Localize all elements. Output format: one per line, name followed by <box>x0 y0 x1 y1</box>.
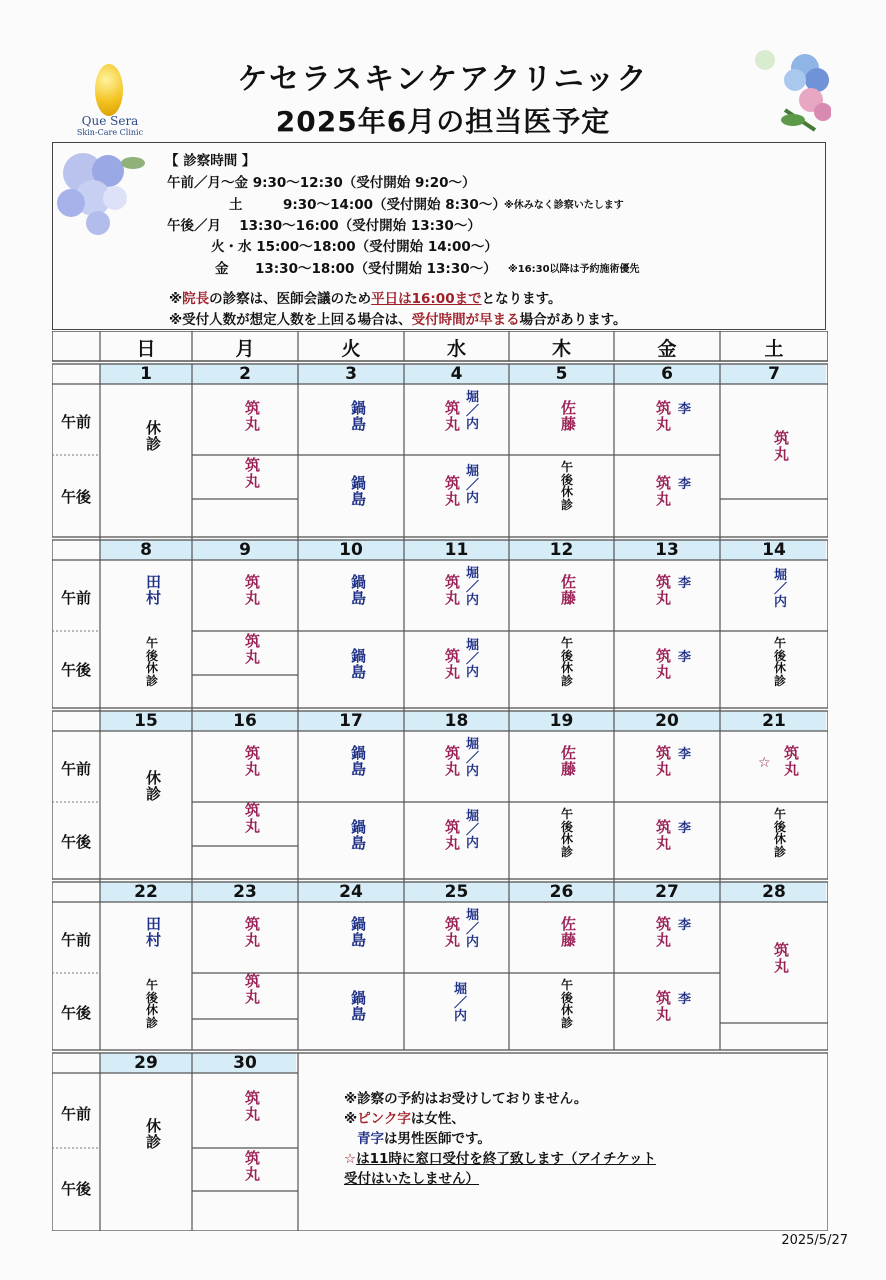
row-label-pm: 午後 <box>60 1004 91 1022</box>
date-cell: 20 <box>655 711 679 731</box>
doctor-name: 筑 丸 <box>245 456 261 490</box>
date-cell: 10 <box>339 540 363 560</box>
note-line-5: 受付はいたしません） <box>344 1171 479 1187</box>
row-label-am: 午前 <box>60 760 91 778</box>
doctor-name: 筑 丸 <box>445 744 461 778</box>
hours-am-weekday: 午前／月～金 9:30～12:30（受付開始 9:20～） <box>167 175 476 191</box>
doctor-name: 筑 丸 <box>656 744 672 778</box>
doctor-name: 筑 丸 <box>774 941 790 975</box>
doctor-name: 佐 藤 <box>561 915 577 949</box>
notice-line-2 <box>169 308 627 328</box>
note-highlight: ピンク字 <box>357 1111 411 1127</box>
doctor-name: 筑 丸 <box>656 573 672 607</box>
date-cell: 8 <box>140 540 152 560</box>
row-label-pm: 午後 <box>60 661 91 679</box>
note-line-3 <box>357 1127 491 1147</box>
hours-pm-fri-note: ※16:30以降は予約施術優先 <box>508 264 640 275</box>
date-cell: 6 <box>661 364 673 384</box>
weekday-fri: 金 <box>657 338 677 360</box>
issue-date: 2025/5/27 <box>781 1233 848 1248</box>
date-cell: 3 <box>345 364 357 384</box>
doctor-name: 李 <box>678 650 692 665</box>
date-cell: 4 <box>450 364 463 384</box>
row-label-pm: 午後 <box>60 1180 91 1198</box>
hydrangea-icon <box>53 143 151 243</box>
date-cell: 21 <box>762 711 786 731</box>
row-label-am: 午前 <box>60 589 91 607</box>
closed-cell: 午 後 休 診 <box>561 978 574 1030</box>
note-line-4 <box>344 1147 656 1167</box>
row-label-am: 午前 <box>60 1105 91 1123</box>
note-text: は男性医師です。 <box>384 1131 491 1147</box>
star-icon: ☆ <box>758 755 771 771</box>
note-text: は11時に窓口受付を終了致します（アイチケット <box>356 1151 656 1167</box>
date-cell: 18 <box>444 711 469 731</box>
date-cell: 12 <box>549 540 574 560</box>
note-text: は女性、 <box>410 1111 465 1127</box>
weekday-sun: 日 <box>136 338 156 360</box>
doctor-name: 鍋 島 <box>351 744 367 778</box>
notice-text: ※ <box>169 291 183 307</box>
doctor-name: 筑 丸 <box>445 818 461 852</box>
closed-cell: 休 診 <box>146 419 162 453</box>
date-cell: 26 <box>549 882 574 902</box>
hours-heading: 【 診察時間 】 <box>165 153 256 169</box>
date-cell: 16 <box>233 711 257 731</box>
hours-pm-tue-wed: 火・水 15:00～18:00（受付開始 14:00～） <box>211 239 498 255</box>
doctor-name: 鍋 島 <box>351 915 367 949</box>
date-cell: 5 <box>555 364 568 384</box>
date-cell: 7 <box>768 364 780 384</box>
doctor-name: 李 <box>678 477 692 492</box>
doctor-name: 鍋 島 <box>351 818 367 852</box>
date-cell: 2 <box>239 364 251 384</box>
date-cell: 27 <box>655 882 679 902</box>
date-cell: 24 <box>339 882 363 902</box>
doctor-name: 堀 ／ 内 <box>774 568 788 611</box>
hydrangea-icon <box>745 50 831 134</box>
notice-text: の診察は、医師会議のため <box>209 291 372 307</box>
doctor-name: 筑 丸 <box>656 915 672 949</box>
notice-text: ※受付人数が想定人数を上回る場合は、 <box>169 312 412 328</box>
doctor-name: 堀 ／ 内 <box>466 809 480 852</box>
row-label-am: 午前 <box>60 931 91 949</box>
closed-cell: 休 診 <box>146 769 162 803</box>
doctor-name: 筑 丸 <box>445 573 461 607</box>
notice-text: となります。 <box>481 291 562 307</box>
doctor-name: 田 村 <box>146 915 162 949</box>
doctor-name: 鍋 島 <box>351 573 367 607</box>
date-cell: 22 <box>134 882 158 902</box>
page-title: ケセラスキンケアクリニック <box>237 62 649 97</box>
doctor-name: 鍋 島 <box>351 474 367 508</box>
hours-am-sat: 9:30～14:00（受付開始 8:30～） <box>283 197 506 213</box>
notice-highlight: 院長 <box>182 291 210 307</box>
date-cell: 28 <box>762 882 786 902</box>
weekday-sat: 土 <box>764 338 784 360</box>
doctor-name: 筑 丸 <box>445 399 461 433</box>
row-label-pm: 午後 <box>60 833 91 851</box>
doctor-name: 田 村 <box>146 573 162 607</box>
doctor-name: 堀 ／ 内 <box>454 982 468 1025</box>
doctor-name: 筑 丸 <box>245 915 261 949</box>
doctor-name: 筑 丸 <box>245 1089 261 1123</box>
doctor-name: 堀 ／ 内 <box>466 390 480 433</box>
date-cell: 17 <box>339 711 363 731</box>
doctor-name: 筑 丸 <box>245 399 261 433</box>
doctor-name: 佐 藤 <box>561 573 577 607</box>
hours-pm-mon: 午後／月 13:30～16:00（受付開始 13:30～） <box>167 218 481 234</box>
hours-pm-fri-day: 金 <box>215 261 229 277</box>
closed-cell: 午 後 休 診 <box>561 460 574 512</box>
doctor-name: 筑 丸 <box>245 972 261 1006</box>
closed-cell: 休 診 <box>146 1117 162 1151</box>
notice-highlight: 受付時間が早まる <box>411 312 520 328</box>
closed-cell: 午 後 休 診 <box>561 807 574 859</box>
note-text: ※ <box>344 1111 358 1127</box>
doctor-name: 堀 ／ 内 <box>466 908 480 951</box>
date-cell: 30 <box>233 1053 257 1073</box>
closed-cell: 午 後 休 診 <box>774 807 787 859</box>
closed-cell: 午 後 休 診 <box>146 636 159 688</box>
closed-cell: 午 後 休 診 <box>146 978 159 1030</box>
doctor-name: 李 <box>678 747 692 762</box>
doctor-name: 堀 ／ 内 <box>466 464 480 507</box>
hours-info-box <box>52 142 826 330</box>
date-cell: 9 <box>239 540 251 560</box>
date-cell: 25 <box>444 882 469 902</box>
clinic-logo-name: Que Sera <box>81 114 139 128</box>
doctor-name: 筑 丸 <box>784 744 800 778</box>
doctor-name: 鍋 島 <box>351 399 367 433</box>
doctor-name: 李 <box>678 821 692 836</box>
doctor-name: 筑 丸 <box>445 474 461 508</box>
date-cell: 29 <box>134 1053 158 1073</box>
clinic-logo-subtitle: Skin-Care Clinic <box>76 128 144 137</box>
doctor-name: 筑 丸 <box>245 744 261 778</box>
doctor-name: 筑 丸 <box>774 429 790 463</box>
weekday-wed: 水 <box>446 338 466 360</box>
row-label-am: 午前 <box>60 413 91 431</box>
date-cell: 11 <box>444 540 469 560</box>
schedule-calendar <box>52 331 828 1231</box>
doctor-name: 筑 丸 <box>245 632 261 666</box>
doctor-name: 筑 丸 <box>656 818 672 852</box>
weekday-thu: 木 <box>551 338 571 360</box>
notice-line-1 <box>169 287 562 307</box>
date-cell: 23 <box>233 882 257 902</box>
date-cell: 13 <box>655 540 679 560</box>
note-line-2 <box>344 1107 465 1127</box>
note-line-1: ※診察の予約はお受けしておりません。 <box>344 1091 588 1107</box>
date-cell: 1 <box>140 364 152 384</box>
note-highlight: 青字 <box>357 1131 384 1147</box>
weekday-mon: 月 <box>235 338 255 360</box>
doctor-name: 佐 藤 <box>561 399 577 433</box>
row-label-pm: 午後 <box>60 488 91 506</box>
notice-highlight: 平日は16:00まで <box>371 291 482 307</box>
hours-pm-fri: 13:30～18:00（受付開始 13:30～） <box>255 261 497 277</box>
hours-am-sat-note: ※休みなく診察いたします <box>504 200 624 211</box>
doctor-name: 筑 丸 <box>245 1149 261 1183</box>
date-cell: 15 <box>134 711 158 731</box>
date-cell: 14 <box>762 540 786 560</box>
note-star: ☆ <box>344 1151 357 1167</box>
doctor-name: 鍋 島 <box>351 647 367 681</box>
closed-cell: 午 後 休 診 <box>561 636 574 688</box>
doctor-name: 李 <box>678 576 692 591</box>
page-subtitle: 2025年6月の担当医予定 <box>275 105 611 138</box>
date-cell: 19 <box>549 711 574 731</box>
doctor-name: 李 <box>678 402 692 417</box>
doctor-name: 佐 藤 <box>561 744 577 778</box>
doctor-name: 鍋 島 <box>351 989 367 1023</box>
doctor-name: 李 <box>678 918 692 933</box>
notice-text: 場合があります。 <box>519 312 627 328</box>
doctor-name: 堀 ／ 内 <box>466 638 480 681</box>
doctor-name: 李 <box>678 992 692 1007</box>
doctor-name: 堀 ／ 内 <box>466 566 480 609</box>
doctor-name: 筑 丸 <box>445 647 461 681</box>
doctor-name: 筑 丸 <box>656 474 672 508</box>
closed-cell: 午 後 休 診 <box>774 636 787 688</box>
doctor-name: 筑 丸 <box>445 915 461 949</box>
doctor-name: 筑 丸 <box>656 647 672 681</box>
doctor-name: 筑 丸 <box>245 573 261 607</box>
weekday-tue: 火 <box>341 338 361 360</box>
hours-am-sat-day: 土 <box>229 197 243 213</box>
doctor-name: 筑 丸 <box>245 801 261 835</box>
doctor-name: 筑 丸 <box>656 989 672 1023</box>
doctor-name: 筑 丸 <box>656 399 672 433</box>
doctor-name: 堀 ／ 内 <box>466 737 480 780</box>
